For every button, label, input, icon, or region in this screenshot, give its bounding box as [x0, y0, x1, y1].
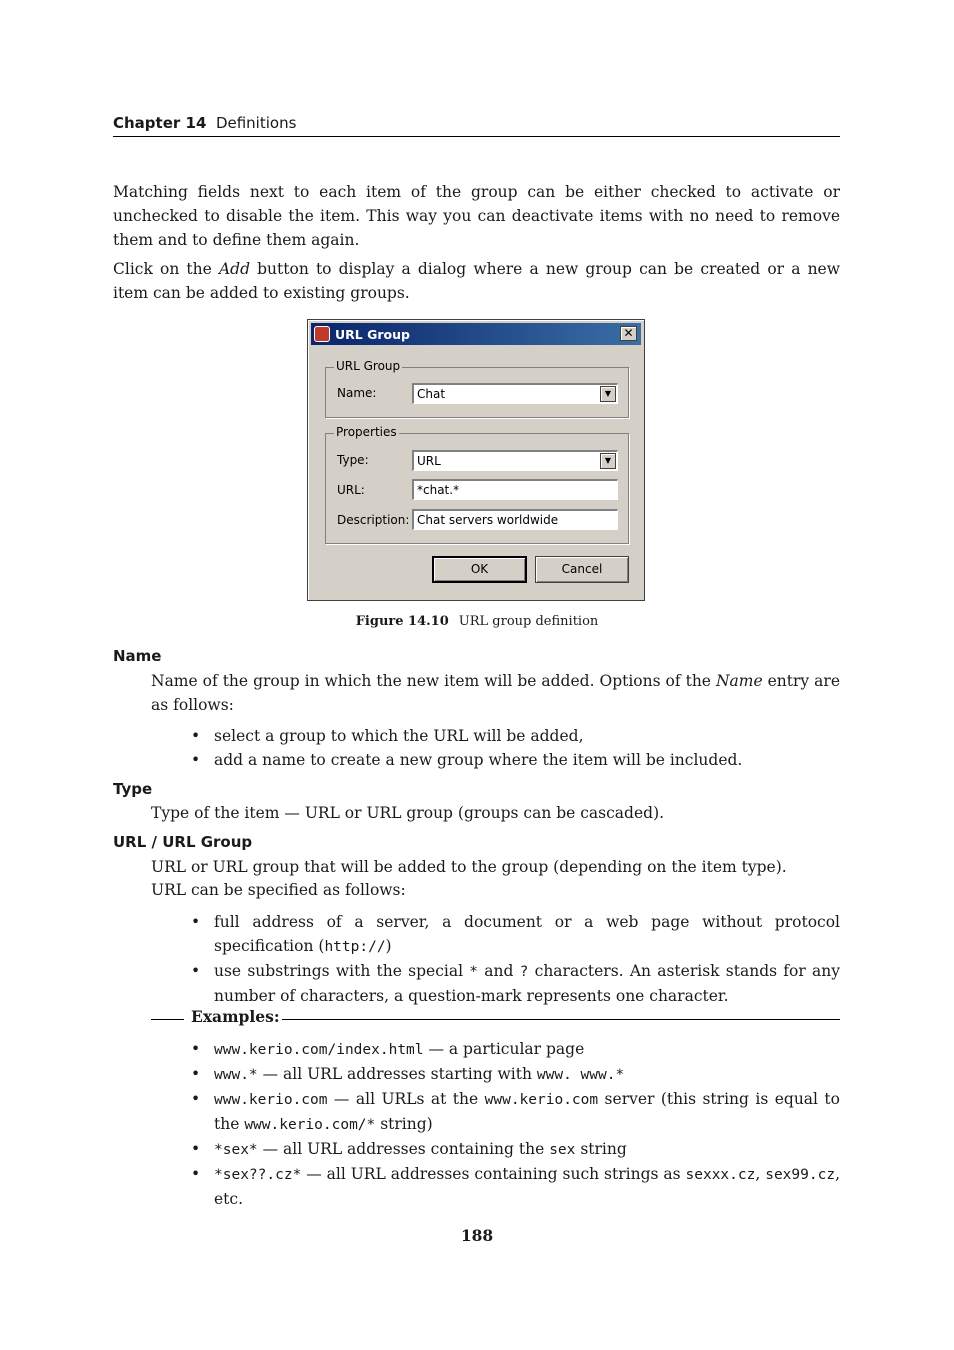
example-code: sex99.cz: [765, 1167, 836, 1183]
b2-text-c: characters. An asterisk stands for any number of characters, a question-mark represents one character.: [214, 962, 841, 1005]
b1-end: ): [385, 937, 392, 955]
b2-code-question: ?: [519, 964, 529, 980]
figure-caption-text: URL group definition: [458, 614, 599, 629]
figure-caption: [0, 614, 954, 629]
ok-button[interactable]: OK: [432, 556, 527, 583]
intro-paragraph-1: Matching fields next to each item of the group can be either checked to activate or unchecked to disable the item. This way you can deactivate items with no need to remove them and to define them again.: [113, 183, 840, 249]
list-item: [188, 1037, 840, 1062]
running-head: [113, 114, 840, 137]
p2-text-a: Click on the: [113, 260, 219, 278]
examples-rule-right: [282, 1019, 840, 1020]
url-group-legend: URL Group: [336, 359, 401, 373]
example-text: , etc.: [214, 1165, 840, 1208]
example-text: string): [375, 1115, 433, 1133]
b2-text-a: use substrings with the special: [214, 962, 470, 980]
b1-code: http://: [324, 939, 386, 955]
name-description: [151, 669, 840, 717]
list-item: [188, 910, 840, 959]
description-input[interactable]: Chat servers worldwide: [412, 509, 618, 530]
type-label: Type:: [337, 453, 369, 467]
examples-list: [188, 1037, 840, 1211]
list-item: • select a group to which the URL will be added,: [188, 724, 840, 748]
url-label: URL:: [337, 483, 365, 497]
chevron-down-icon[interactable]: ▼: [600, 386, 616, 402]
example-code: *sex*: [214, 1142, 258, 1158]
example-code: sex: [549, 1142, 576, 1158]
example-text: server (this string is equal to the: [214, 1090, 840, 1133]
list-item: • add a name to create a new group where the item will be included.: [188, 748, 840, 772]
term-name: Name: [113, 647, 162, 665]
b2-text-b: and: [478, 962, 520, 980]
example-code: www.*: [214, 1067, 258, 1083]
chapter-label: Chapter 14: [113, 114, 207, 132]
dialog-title: URL Group: [335, 327, 410, 342]
example-text: — all URL addresses containing such strings as: [301, 1165, 686, 1183]
app-icon: [314, 326, 330, 342]
url-description-2: URL can be specified as follows:: [151, 881, 406, 899]
example-text: ,: [755, 1165, 766, 1183]
examples-label: Examples:: [191, 1007, 280, 1026]
url-group-box: [325, 359, 629, 418]
b2-code-asterisk: *: [469, 964, 479, 980]
list-item: [188, 959, 840, 1008]
examples-rule-left: [151, 1019, 184, 1020]
close-icon: ✕: [623, 326, 634, 340]
example-code: sexxx.cz: [685, 1167, 756, 1183]
examples-heading: [151, 1007, 840, 1029]
term-type: Type: [113, 780, 153, 798]
name-label: Name:: [337, 386, 377, 400]
name-desc-em: Name: [715, 672, 763, 690]
dialog-titlebar: [311, 323, 641, 345]
intro-paragraph-2: [113, 257, 840, 305]
example-code: *sex??.cz*: [214, 1167, 302, 1183]
list-item: [188, 1087, 840, 1137]
close-button[interactable]: [620, 326, 637, 341]
example-code: www.kerio.com/*: [244, 1117, 376, 1133]
example-text: — all URL addresses starting with: [257, 1065, 537, 1083]
url-spec-list: [188, 910, 840, 1008]
name-desc-b: entry are as follows:: [151, 672, 840, 714]
cancel-button[interactable]: Cancel: [535, 556, 629, 583]
list-item: [188, 1137, 840, 1162]
figure-number: Figure 14.10: [355, 614, 449, 629]
p2-emphasis: Add: [218, 260, 250, 278]
example-code: www. www.*: [536, 1067, 625, 1083]
url-group-dialog: [307, 319, 645, 601]
example-text: — a particular page: [423, 1040, 585, 1058]
properties-box: [325, 425, 629, 544]
chevron-down-icon[interactable]: ▼: [600, 453, 616, 469]
name-combobox[interactable]: [412, 383, 618, 404]
description-label: Description:: [337, 513, 410, 527]
url-description-1: URL or URL group that will be added to the group (depending on the item type).: [151, 858, 787, 876]
type-description: Type of the item — URL or URL group (groups can be cascaded).: [151, 804, 665, 822]
type-combobox[interactable]: [412, 450, 618, 471]
url-input[interactable]: *chat.*: [412, 479, 618, 500]
list-item: [188, 1062, 840, 1087]
example-code: www.kerio.com/index.html: [214, 1042, 424, 1058]
example-code: www.kerio.com: [484, 1092, 599, 1108]
section-label: Definitions: [215, 114, 297, 132]
example-code: www.kerio.com: [214, 1092, 328, 1108]
name-desc-a: Name of the group in which the new item will be added. Options of the: [151, 672, 716, 690]
b1-text: full address of a server, a document or a web page without protocol specification (: [214, 913, 840, 955]
example-text: — all URLs at the: [327, 1090, 485, 1108]
example-text: — all URL addresses containing the: [257, 1140, 550, 1158]
p2-text-b: button to display a dialog where a new group can be created or a new item can be added to existing groups.: [113, 260, 840, 302]
term-url-group: URL / URL Group: [113, 833, 253, 851]
list-item: [188, 1162, 840, 1211]
properties-legend: Properties: [336, 425, 397, 439]
type-value: URL: [417, 454, 441, 468]
page-number: 188: [460, 1226, 494, 1245]
example-text: string: [575, 1140, 627, 1158]
name-options-list: [188, 724, 840, 772]
name-value: Chat: [417, 387, 446, 401]
